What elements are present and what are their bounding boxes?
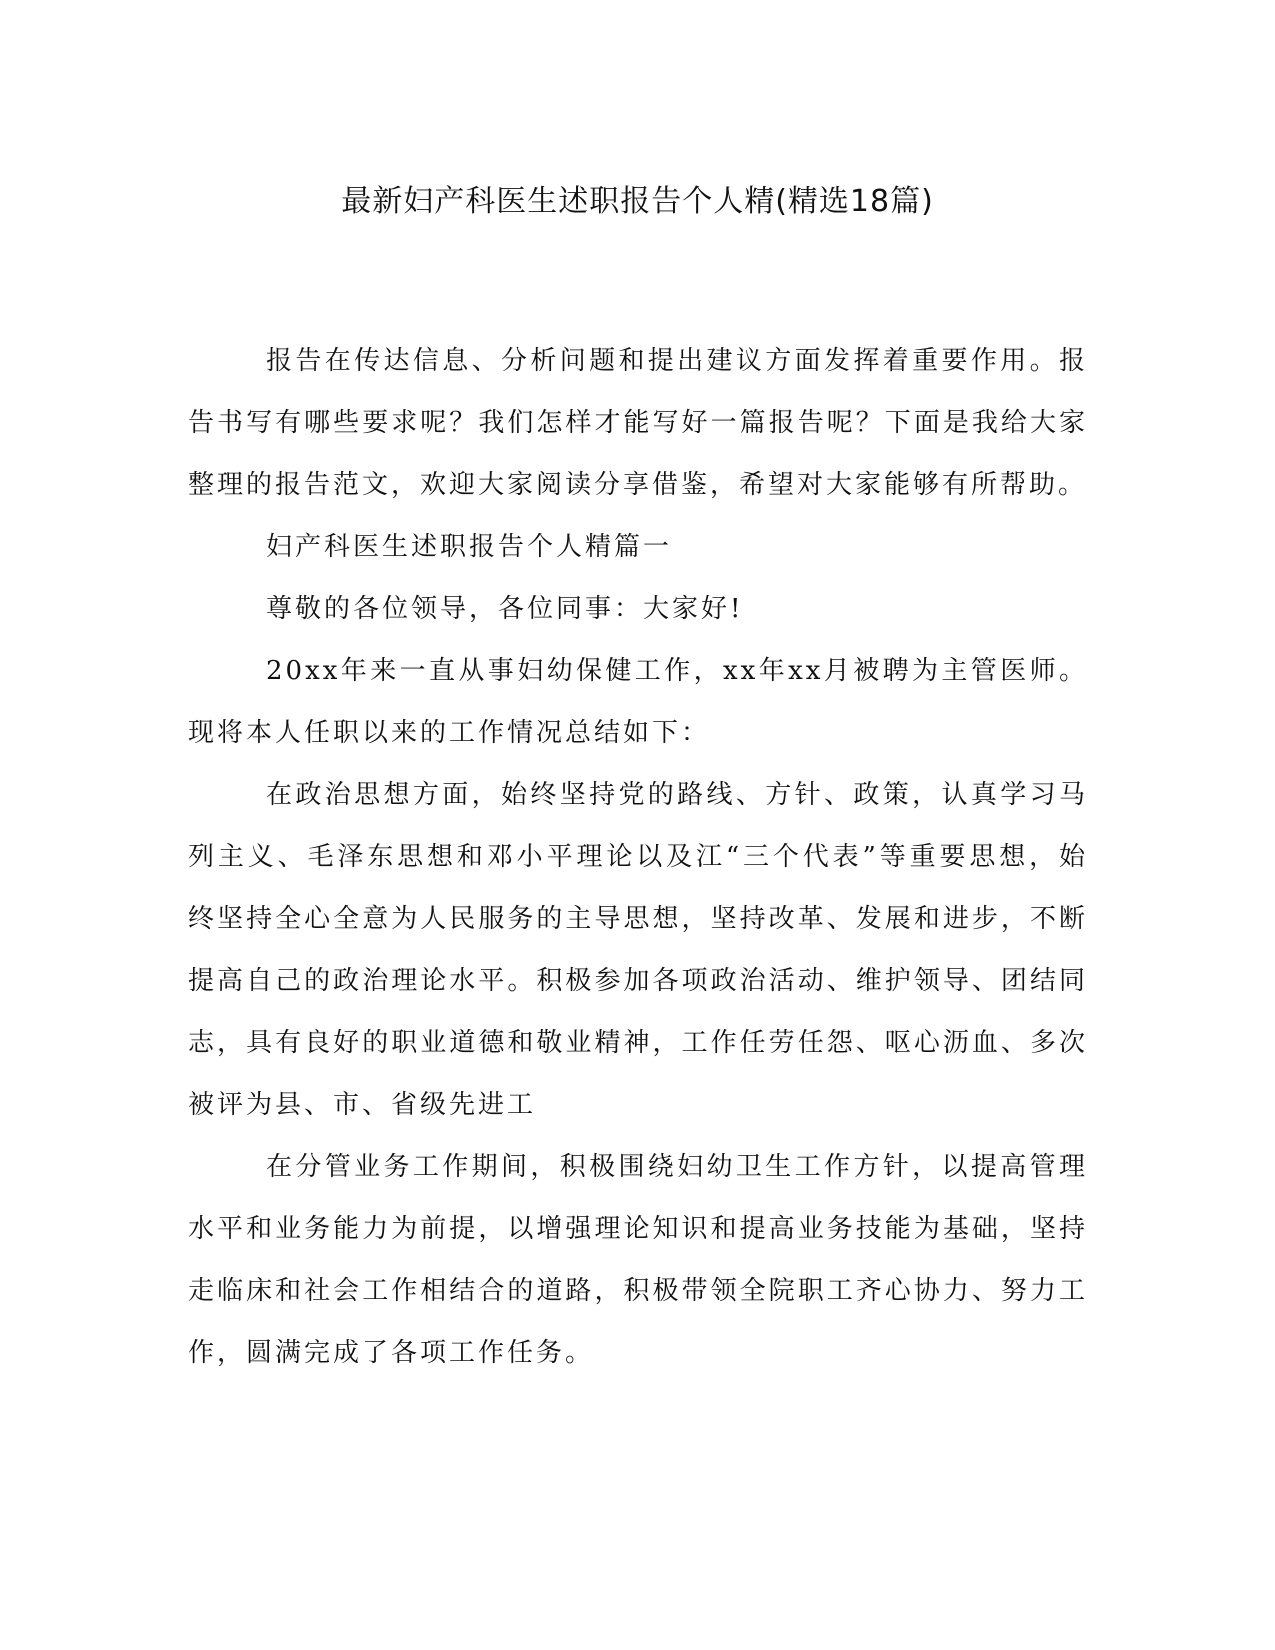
document-title: 最新妇产科医生述职报告个人精(精选18篇): [341, 184, 934, 219]
section-heading: 妇产科医生述职报告个人精篇一: [266, 532, 673, 562]
summary-paragraph: 20xx年来一直从事妇幼保健工作，xx年xx月被聘为主管医师。现将本人任职以来的工作情况总结如下：: [188, 656, 1088, 748]
politics-paragraph: 在政治思想方面，始终坚持党的路线、方针、政策，认真学习马列主义、毛泽东思想和邓小平理论以及江“三个代表”等重要思想，始终坚持全心全意为人民服务的主导思想，坚持改革、发展和进步，不断提高自己的政治理论水平。积极参加各项政治活动、维护领导、团结同志，具有良好的职业道德和敬业精神，工作任劳任怨、呕心沥血、多次被评为县、市、省级先进工: [188, 780, 1088, 1120]
document-body: [188, 330, 1088, 1384]
intro-paragraph: 报告在传达信息、分析问题和提出建议方面发挥着重要作用。报告书写有哪些要求呢？我们怎样才能写好一篇报告呢？下面是我给大家整理的报告范文，欢迎大家阅读分享借鉴，希望对大家能够有所帮助。: [188, 346, 1088, 500]
work-paragraph: 在分管业务工作期间，积极围绕妇幼卫生工作方针，以提高管理水平和业务能力为前提，以增强理论知识和提高业务技能为基础，坚持走临床和社会工作相结合的道路，积极带领全院职工齐心协力、努力工作，圆满完成了各项工作任务。: [188, 1152, 1088, 1368]
salutation-paragraph: 尊敬的各位领导，各位同事：大家好!: [266, 594, 744, 624]
